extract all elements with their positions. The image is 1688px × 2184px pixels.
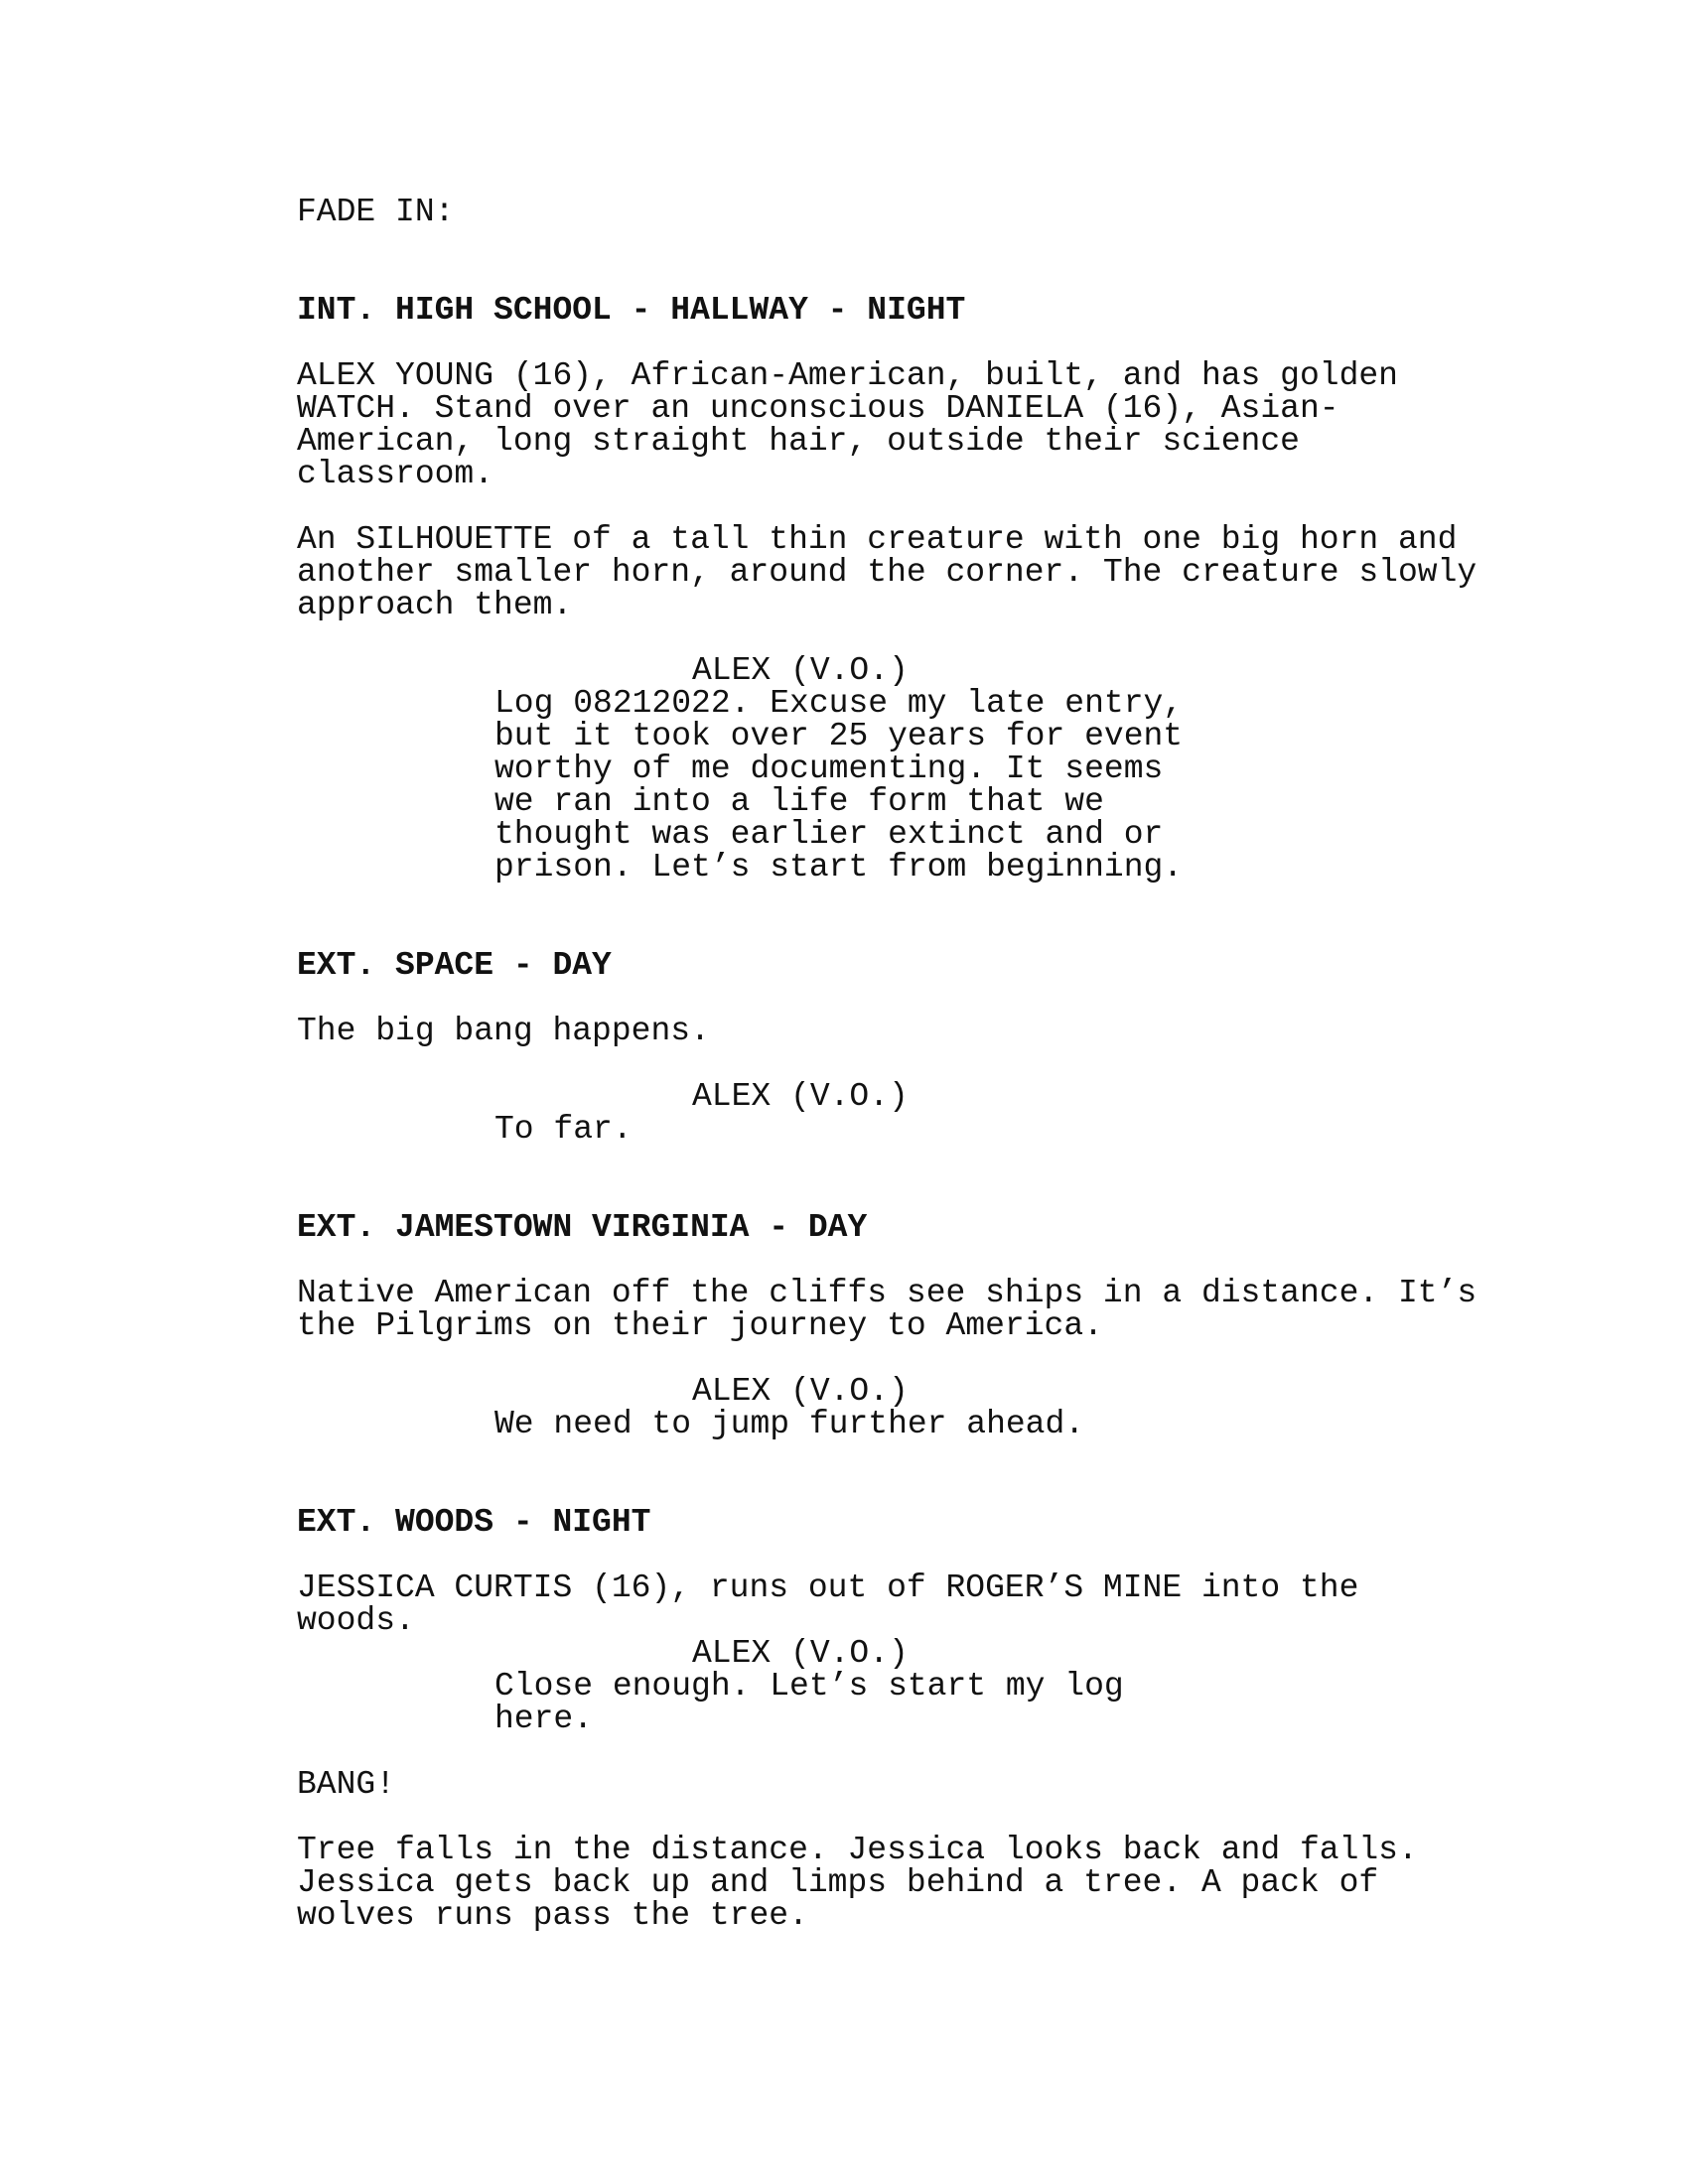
- dialogue-close-enough: Close enough. Let’s start my log here.: [494, 1668, 1124, 1737]
- scene-heading-woods: EXT. WOODS - NIGHT: [297, 1504, 651, 1541]
- transition-fade-in: FADE IN:: [297, 194, 455, 230]
- character-cue-alex: ALEX (V.O.): [692, 1078, 909, 1115]
- scene-heading-jamestown: EXT. JAMESTOWN VIRGINIA - DAY: [297, 1209, 868, 1246]
- action-bang: BANG!: [297, 1766, 396, 1803]
- action-alex-intro: ALEX YOUNG (16), African-American, built, and has golden WATCH. Stand over an unconscious DANIELA (16), Asian- American, long straight hair, outside their science classroom.: [297, 357, 1398, 492]
- dialogue-jump-ahead: We need to jump further ahead.: [494, 1406, 1085, 1442]
- action-native-american: Native American off the cliffs see ships in a distance. It’s the Pilgrims on their journey to America.: [297, 1275, 1477, 1344]
- scene-heading-space: EXT. SPACE - DAY: [297, 947, 612, 984]
- action-jessica-runs: JESSICA CURTIS (16), runs out of ROGER’S MINE into the woods.: [297, 1570, 1379, 1639]
- action-tree-falls: Tree falls in the distance. Jessica looks back and falls. Jessica gets back up and limps behind a tree. A pack of wolves runs pass the tree.: [297, 1832, 1418, 1934]
- dialogue-log-entry: Log 08212022. Excuse my late entry, but it took over 25 years for event worthy of me documenting. It seems we ran into a life form that we thought was earlier extinct and or prison. Let’s start from beginning.: [494, 685, 1184, 886]
- action-big-bang: The big bang happens.: [297, 1013, 710, 1049]
- character-cue-alex: ALEX (V.O.): [692, 652, 909, 689]
- scene-heading-high-school: INT. HIGH SCHOOL - HALLWAY - NIGHT: [297, 292, 966, 329]
- action-silhouette: An SILHOUETTE of a tall thin creature with one big horn and another smaller horn, around the corner. The creature slowly approach them.: [297, 521, 1477, 623]
- character-cue-alex: ALEX (V.O.): [692, 1373, 909, 1410]
- dialogue-to-far: To far.: [494, 1111, 633, 1148]
- character-cue-alex: ALEX (V.O.): [692, 1635, 909, 1672]
